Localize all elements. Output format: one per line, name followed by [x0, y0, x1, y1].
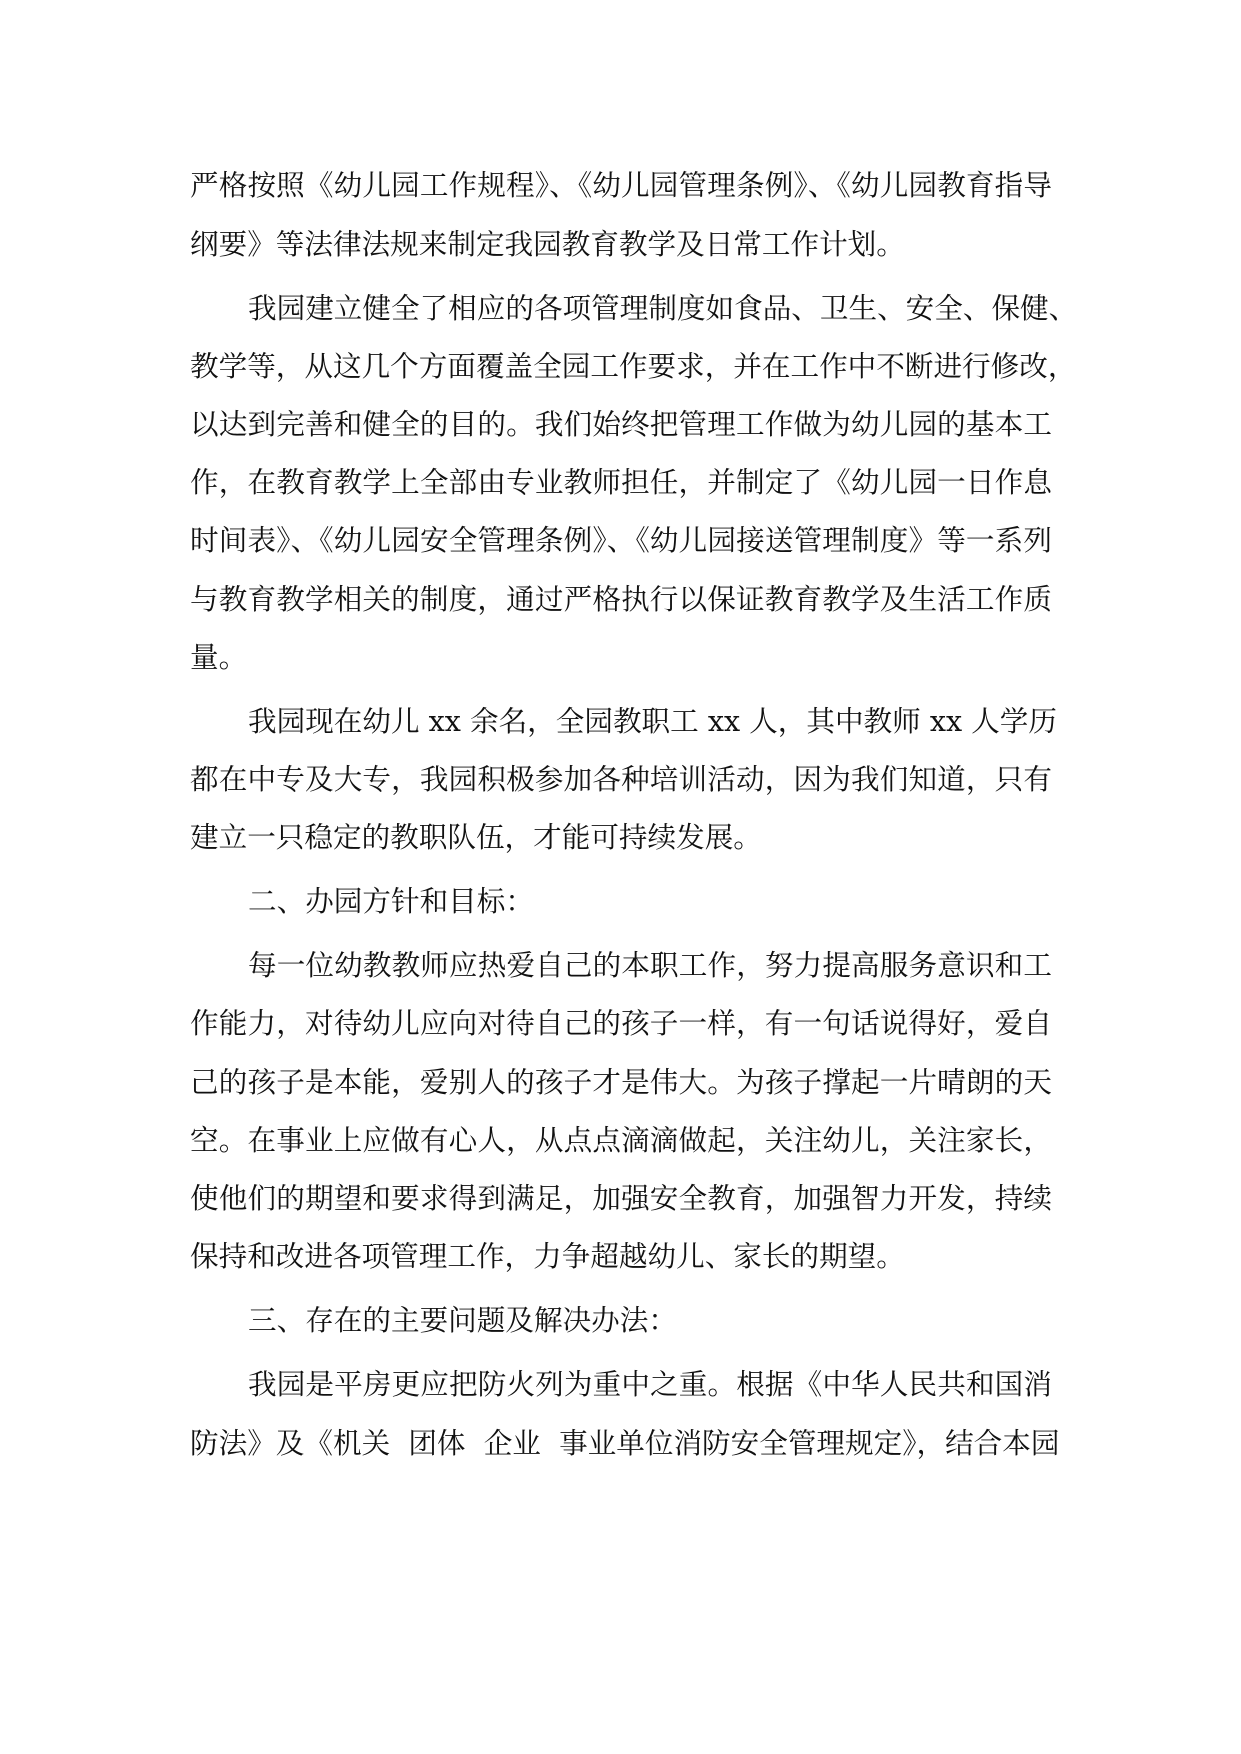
text-line: 防法》及《机关 团体 企业 事业单位消防安全管理规定》，结合本园 [190, 1426, 1060, 1460]
text-line: 都在中专及大专，我园积极参加各种培训活动，因为我们知道，只有 [190, 762, 1052, 796]
text-line: 严格按照《幼儿园工作规程》、《幼儿园管理条例》、《幼儿园教育指导 [190, 168, 1052, 202]
text-line: 每一位幼教教师应热爱自己的本职工作，努力提高服务意识和工 [248, 948, 1052, 982]
text-line: 作，在教育教学上全部由专业教师担任，并制定了《幼儿园一日作息 [190, 465, 1052, 499]
text-line: 作能力，对待幼儿应向对待自己的孩子一样，有一句话说得好，爱自 [190, 1006, 1052, 1040]
text-line: 教学等，从这几个方面覆盖全园工作要求，并在工作中不断进行修改， [190, 349, 1077, 383]
text-line: 保持和改进各项管理工作，力争超越幼儿、家长的期望。 [190, 1239, 905, 1273]
text-line: 建立一只稳定的教职队伍，才能可持续发展。 [190, 820, 762, 854]
text-line: 己的孩子是本能，爱别人的孩子才是伟大。为孩子撑起一片晴朗的天 [190, 1065, 1052, 1099]
text-line: 我园现在幼儿 xx 余名，全园教职工 xx 人，其中教师 xx 人学历 [248, 704, 1057, 738]
text-line: 时间表》、《幼儿园安全管理条例》、《幼儿园接送管理制度》等一系列 [190, 523, 1052, 557]
text-line: 量。 [190, 640, 248, 674]
section-heading: 三、存在的主要问题及解决办法： [248, 1303, 677, 1337]
text-line: 我园是平房更应把防火列为重中之重。根据《中华人民共和国消 [248, 1367, 1052, 1401]
text-line: 空。在事业上应做有心人，从点点滴滴做起，关注幼儿，关注家长， [190, 1123, 1052, 1157]
text-line: 使他们的期望和要求得到满足，加强安全教育，加强智力开发，持续 [190, 1181, 1052, 1215]
text-line: 以达到完善和健全的目的。我们始终把管理工作做为幼儿园的基本工 [190, 407, 1052, 441]
text-line: 我园建立健全了相应的各项管理制度如食品、卫生、安全、保健、 [248, 291, 1078, 325]
text-line: 纲要》等法律法规来制定我园教育教学及日常工作计划。 [190, 227, 905, 261]
section-heading: 二、办园方针和目标： [248, 884, 534, 918]
text-line: 与教育教学相关的制度，通过严格执行以保证教育教学及生活工作质 [190, 582, 1052, 616]
